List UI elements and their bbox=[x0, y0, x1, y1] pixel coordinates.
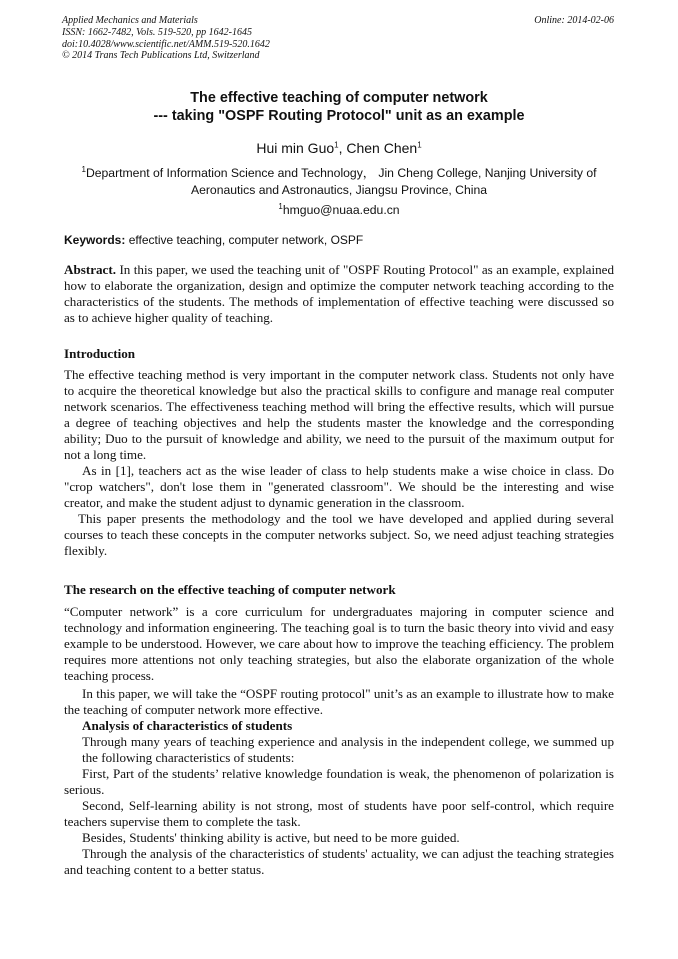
abstract-label: Abstract. bbox=[64, 262, 116, 277]
paper-title-line-1: The effective teaching of computer network bbox=[190, 90, 488, 106]
affiliation-line-1 bbox=[64, 165, 614, 182]
research-paragraph-6: Besides, Students' thinking ability is active, but need to be more guided. bbox=[82, 830, 460, 845]
author-1: Hui min Guo bbox=[256, 140, 335, 156]
affiliation bbox=[64, 165, 614, 198]
research-paragraph-2: In this paper, we will take the “OSPF routing protocol" unit’s as an example to illustrate how to make the teaching of computer network more effective. bbox=[64, 686, 614, 717]
paper-title-line-2: --- taking "OSPF Routing Protocol" unit as an example bbox=[153, 108, 525, 124]
email-address: hmguo@nuaa.edu.cn bbox=[282, 203, 400, 217]
keywords-label: Keywords: bbox=[64, 233, 126, 247]
affiliation-text-1: Department of Information Science and Technology， Jin Cheng College, Nanjing University of bbox=[85, 166, 597, 180]
section-heading-research: The research on the effective teaching of computer network bbox=[64, 582, 396, 597]
author-1-affiliation-mark: 1 bbox=[334, 140, 339, 150]
abstract-text: In this paper, we used the teaching unit of "OSPF Routing Protocol" as an example, explained how to elaborate the organization, design and optimize the computer network teaching according to the characteristics of the students. The methods of implementation of effective teaching were discussed so as to achieve higher quality of teaching. bbox=[64, 262, 614, 325]
abstract bbox=[64, 262, 614, 326]
section-heading-introduction: Introduction bbox=[64, 346, 136, 361]
author-2: Chen Chen bbox=[346, 140, 418, 156]
research-paragraph-4: First, Part of the students’ relative knowledge foundation is weak, the phenomenon of polarization is serious. bbox=[64, 766, 614, 797]
keywords-text: effective teaching, computer network, OSPF bbox=[125, 233, 364, 247]
research-paragraph-3: Through many years of teaching experience and analysis in the independent college, we summed up the following characteristics of students: bbox=[82, 734, 614, 765]
issn-line: ISSN: 1662-7482, Vols. 519-520, pp 1642-1645 bbox=[62, 26, 252, 38]
author-2-affiliation-mark: 1 bbox=[417, 140, 422, 150]
online-date: Online: 2014-02-06 bbox=[534, 15, 614, 26]
author-separator: , bbox=[338, 140, 347, 156]
journal-header bbox=[62, 15, 270, 62]
author-email bbox=[64, 203, 614, 217]
intro-paragraph-1: The effective teaching method is very important in the computer network class. Students not only have to acquire the theoretical knowledge but also the practical skills to configure and manage real computer network scenarios. The effectiveness teaching method will bring the effective results, which will pursue a degree of teaching objectives and help the students master the knowledge and the corresponding ability; Duo to the pursuit of knowledge and ability, we need to the pursuit of the maximum output for not a long time. bbox=[64, 367, 614, 462]
research-paragraph-7: Through the analysis of the characteristics of students' actuality, we can adjust the teaching strategies and teaching content to a better status. bbox=[64, 846, 614, 877]
research-paragraph-5: Second, Self-learning ability is not strong, most of students have poor self-control, which require teachers supervise them to complete the task. bbox=[64, 798, 614, 829]
author-list bbox=[64, 140, 614, 156]
intro-paragraph-2: As in [1], teachers act as the wise leader of class to help students make a wise choice in class. Do "crop watchers", don't lose them in "generated classroom". We should be the interesting and wise creator, and make the student adjust to dynamic generation in the classroom. bbox=[64, 463, 614, 510]
affiliation-line-2: Aeronautics and Astronautics, Jiangsu Province, China bbox=[190, 182, 488, 197]
affiliation-mark: 1 bbox=[81, 164, 86, 174]
journal-name: Applied Mechanics and Materials bbox=[62, 15, 198, 26]
copyright-line: © 2014 Trans Tech Publications Ltd, Switzerland bbox=[62, 50, 260, 62]
subheading-student-analysis: Analysis of characteristics of students bbox=[82, 718, 293, 733]
intro-paragraph-3: This paper presents the methodology and the tool we have developed and applied during several courses to teach these concepts in the computer networks subject. So, we need adjust teaching strategies flexibly. bbox=[64, 511, 614, 558]
doi-line: doi:10.4028/www.scientific.net/AMM.519-520.1642 bbox=[62, 38, 270, 50]
keywords bbox=[64, 233, 363, 247]
email-affiliation-mark: 1 bbox=[278, 201, 283, 211]
research-paragraph-1: “Computer network” is a core curriculum for undergraduates majoring in computer science and technology and information engineering. The teaching goal is to turn the basic theory into vivid and easy example to be understood. However, we care about how to improve the teaching efficiency. The problem requires more attentions not only teaching strategies, but also the elaborate organization of the whole teaching process. bbox=[64, 604, 614, 683]
